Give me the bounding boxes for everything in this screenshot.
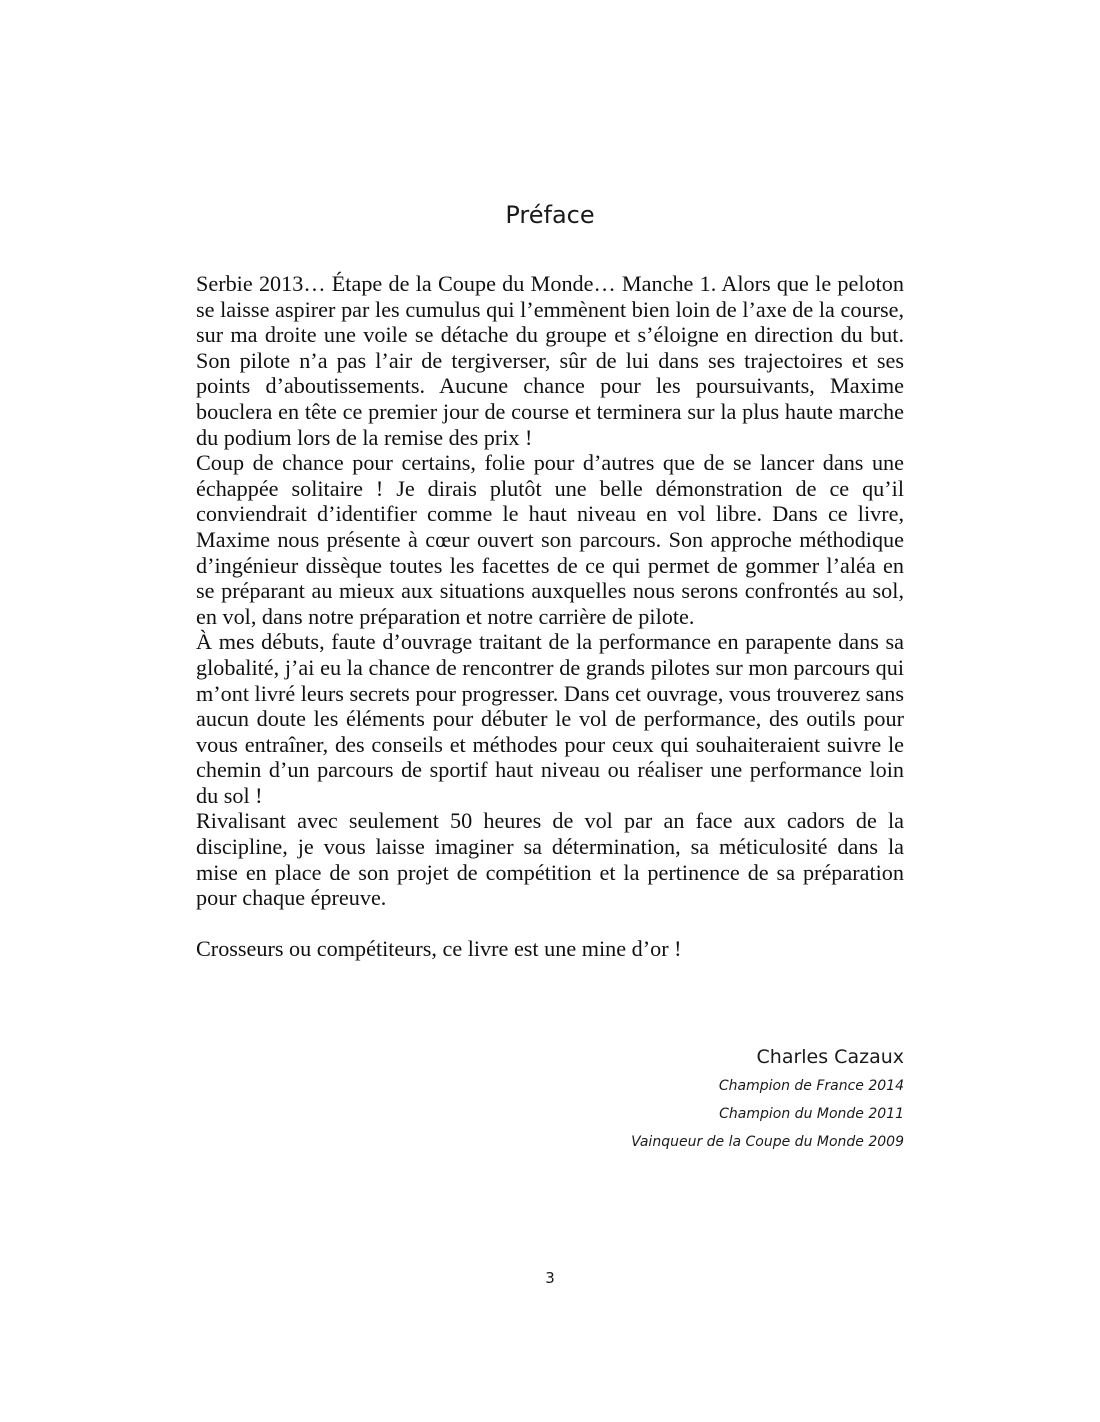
author-title: Champion de France 2014	[718, 1078, 904, 1094]
preface-body	[196, 271, 904, 962]
page-number: 3	[545, 1269, 555, 1287]
author-name: Charles Cazaux	[756, 1046, 904, 1068]
page-title: Préface	[505, 201, 595, 229]
paragraph: Coup de chance pour certains, folie pour d’autres que de se lancer dans une échappée solitaire ! Je dirais plutôt une belle démonstration de ce qu’il conviendrait d’identifier comme le haut niveau en vol libre. Dans ce livre, Maxime nous présente à cœur ouvert son parcours. Son approche méthodique d’ingénieur dissèque toutes les facettes de ce qui permet de gommer l’aléa en se préparant au mieux aux situations auxquelles nous serons confrontés au sol, en vol, dans notre préparation et notre carrière de pilote.	[196, 450, 904, 629]
paragraph: Serbie 2013… Étape de la Coupe du Monde… Manche 1. Alors que le peloton se laisse aspirer par les cumulus qui l’emmènent bien loin de l’axe de la course, sur ma droite une voile se détache du groupe et s’éloigne en direction du but. Son pilote n’a pas l’air de tergiverser, sûr de lui dans ses trajectoires et ses points d’aboutissements. Aucune chance pour les poursuivants, Maxime bouclera en tête ce premier jour de course et terminera sur la plus haute marche du podium lors de la remise des prix !	[196, 271, 904, 450]
paragraph: À mes débuts, faute d’ouvrage traitant de la performance en parapente dans sa globalité, j’ai eu la chance de rencontrer de grands pilotes sur mon parcours qui m’ont livré leurs secrets pour progresser. Dans cet ouvrage, vous trouverez sans aucun doute les éléments pour débuter le vol de performance, des outils pour vous entraîner, des conseils et méthodes pour ceux qui souhaiteraient suivre le chemin d’un parcours de sportif haut niveau ou réaliser une performance loin du sol !	[196, 629, 904, 808]
author-title: Vainqueur de la Coupe du Monde 2009	[631, 1134, 904, 1150]
paragraph: Rivalisant avec seulement 50 heures de vol par an face aux cadors de la discipline, je vous laisse imaginer sa détermination, sa méticulosité dans la mise en place de son projet de compétition et la pertinence de sa préparation pour chaque épreuve.	[196, 808, 904, 911]
signature-block	[631, 1042, 904, 1156]
author-title: Champion du Monde 2011	[719, 1106, 904, 1122]
closing-sentence: Crosseurs ou compétiteurs, ce livre est une mine d’or !	[196, 936, 682, 962]
